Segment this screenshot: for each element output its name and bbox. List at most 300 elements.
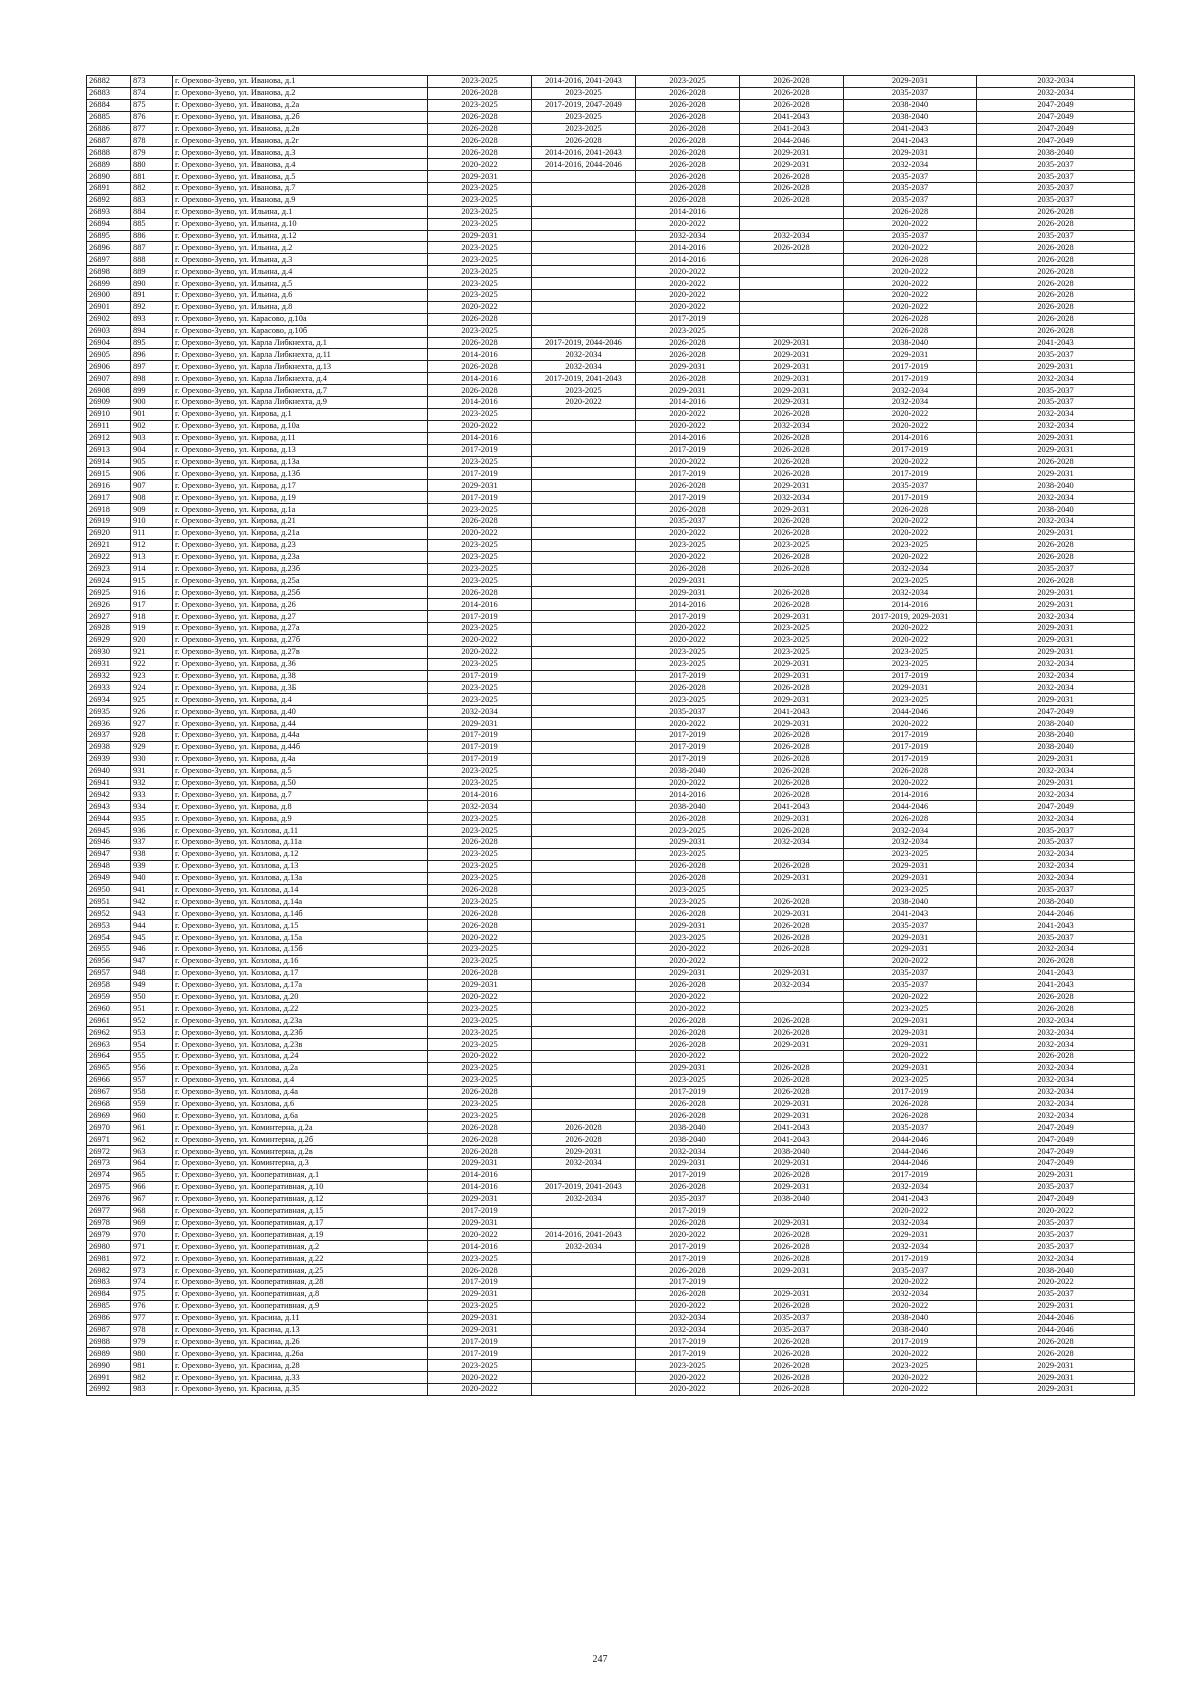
address-cell: г. Орехово-Зуево, ул. Кирова, д.4 — [173, 694, 428, 706]
period-4-cell: 2032-2034 — [740, 979, 844, 991]
period-4-cell: 2026-2028 — [740, 932, 844, 944]
item-number-cell: 972 — [131, 1253, 173, 1265]
period-2-cell — [532, 301, 636, 313]
period-6-cell: 2029-2031 — [977, 587, 1135, 599]
period-2-cell: 2026-2028 — [532, 1122, 636, 1134]
table-row — [87, 979, 1135, 991]
period-5-cell: 2020-2022 — [844, 1372, 977, 1384]
item-number-cell: 927 — [131, 718, 173, 730]
period-6-cell: 2026-2028 — [977, 206, 1135, 218]
period-6-cell: 2035-2037 — [977, 1288, 1135, 1300]
row-number-cell: 26938 — [87, 741, 131, 753]
period-3-cell: 2017-2019 — [636, 1276, 740, 1288]
row-number-cell: 26915 — [87, 468, 131, 480]
period-2-cell — [532, 1086, 636, 1098]
period-3-cell: 2023-2025 — [636, 896, 740, 908]
period-5-cell: 2044-2046 — [844, 1146, 977, 1158]
period-1-cell: 2023-2025 — [428, 682, 532, 694]
period-1-cell: 2020-2022 — [428, 159, 532, 171]
address-cell: г. Орехово-Зуево, ул. Козлова, д.23а — [173, 1015, 428, 1027]
period-2-cell — [532, 1253, 636, 1265]
address-cell: г. Орехово-Зуево, ул. Кирова, д.26 — [173, 599, 428, 611]
period-5-cell: 2038-2040 — [844, 896, 977, 908]
period-5-cell: 2029-2031 — [844, 1027, 977, 1039]
period-6-cell: 2026-2028 — [977, 1348, 1135, 1360]
table-row — [87, 373, 1135, 385]
table-row — [87, 147, 1135, 159]
period-4-cell: 2026-2028 — [740, 1241, 844, 1253]
period-3-cell: 2029-2031 — [636, 967, 740, 979]
row-number-cell: 26918 — [87, 504, 131, 516]
period-2-cell — [532, 551, 636, 563]
period-1-cell: 2023-2025 — [428, 408, 532, 420]
period-1-cell: 2023-2025 — [428, 1110, 532, 1122]
period-3-cell: 2038-2040 — [636, 765, 740, 777]
period-5-cell: 2029-2031 — [844, 147, 977, 159]
period-4-cell: 2026-2028 — [740, 1169, 844, 1181]
row-number-cell: 26924 — [87, 575, 131, 587]
period-5-cell: 2020-2022 — [844, 408, 977, 420]
period-6-cell: 2032-2034 — [977, 1074, 1135, 1086]
period-5-cell: 2029-2031 — [844, 1229, 977, 1241]
table-row — [87, 1027, 1135, 1039]
period-5-cell: 2017-2019 — [844, 492, 977, 504]
period-5-cell: 2044-2046 — [844, 801, 977, 813]
item-number-cell: 983 — [131, 1383, 173, 1395]
item-number-cell: 979 — [131, 1336, 173, 1348]
period-5-cell: 2035-2037 — [844, 480, 977, 492]
row-number-cell: 26907 — [87, 373, 131, 385]
period-5-cell: 2032-2034 — [844, 1241, 977, 1253]
period-1-cell: 2023-2025 — [428, 765, 532, 777]
period-4-cell: 2038-2040 — [740, 1146, 844, 1158]
period-4-cell — [740, 325, 844, 337]
period-2-cell — [532, 1300, 636, 1312]
period-2-cell — [532, 682, 636, 694]
period-5-cell: 2017-2019 — [844, 741, 977, 753]
period-1-cell: 2023-2025 — [428, 1253, 532, 1265]
period-6-cell: 2020-2022 — [977, 1276, 1135, 1288]
item-number-cell: 941 — [131, 884, 173, 896]
period-2-cell — [532, 278, 636, 290]
period-4-cell: 2026-2028 — [740, 99, 844, 111]
address-cell: г. Орехово-Зуево, ул. Кирова, д.17 — [173, 480, 428, 492]
period-2-cell — [532, 646, 636, 658]
period-6-cell: 2026-2028 — [977, 266, 1135, 278]
period-5-cell: 2041-2043 — [844, 135, 977, 147]
row-number-cell: 26921 — [87, 539, 131, 551]
period-4-cell: 2026-2028 — [740, 860, 844, 872]
period-6-cell: 2032-2034 — [977, 1027, 1135, 1039]
row-number-cell: 26920 — [87, 527, 131, 539]
period-3-cell: 2026-2028 — [636, 337, 740, 349]
period-3-cell: 2023-2025 — [636, 848, 740, 860]
period-4-cell: 2029-2031 — [740, 1181, 844, 1193]
period-3-cell: 2026-2028 — [636, 682, 740, 694]
table-row — [87, 1217, 1135, 1229]
period-4-cell: 2035-2037 — [740, 1324, 844, 1336]
period-1-cell: 2026-2028 — [428, 1134, 532, 1146]
period-4-cell: 2023-2025 — [740, 634, 844, 646]
period-1-cell: 2014-2016 — [428, 1169, 532, 1181]
row-number-cell: 26919 — [87, 515, 131, 527]
period-6-cell: 2026-2028 — [977, 1003, 1135, 1015]
row-number-cell: 26908 — [87, 385, 131, 397]
period-3-cell: 2014-2016 — [636, 206, 740, 218]
row-number-cell: 26900 — [87, 290, 131, 302]
period-1-cell: 2023-2025 — [428, 1027, 532, 1039]
period-6-cell: 2032-2034 — [977, 1098, 1135, 1110]
period-5-cell: 2038-2040 — [844, 337, 977, 349]
period-4-cell: 2026-2028 — [740, 1062, 844, 1074]
period-3-cell: 2023-2025 — [636, 884, 740, 896]
table-row — [87, 967, 1135, 979]
period-6-cell: 2047-2049 — [977, 1122, 1135, 1134]
period-6-cell: 2029-2031 — [977, 361, 1135, 373]
row-number-cell: 26966 — [87, 1074, 131, 1086]
address-cell: г. Орехово-Зуево, ул. Карла Либкнехта, д.9 — [173, 397, 428, 409]
period-5-cell: 2023-2025 — [844, 694, 977, 706]
period-2-cell — [532, 1003, 636, 1015]
period-6-cell: 2026-2028 — [977, 551, 1135, 563]
period-1-cell: 2023-2025 — [428, 1062, 532, 1074]
item-number-cell: 877 — [131, 123, 173, 135]
row-number-cell: 26928 — [87, 622, 131, 634]
period-6-cell: 2047-2049 — [977, 1134, 1135, 1146]
period-3-cell: 2026-2028 — [636, 1015, 740, 1027]
period-1-cell: 2023-2025 — [428, 456, 532, 468]
row-number-cell: 26953 — [87, 920, 131, 932]
table-row — [87, 1134, 1135, 1146]
period-4-cell: 2026-2028 — [740, 76, 844, 88]
row-number-cell: 26909 — [87, 397, 131, 409]
address-cell: г. Орехово-Зуево, ул. Кооперативная, д.15 — [173, 1205, 428, 1217]
row-number-cell: 26954 — [87, 932, 131, 944]
period-4-cell — [740, 278, 844, 290]
period-5-cell: 2020-2022 — [844, 1276, 977, 1288]
period-3-cell: 2026-2028 — [636, 1181, 740, 1193]
period-4-cell: 2026-2028 — [740, 944, 844, 956]
table-row — [87, 1253, 1135, 1265]
period-5-cell: 2020-2022 — [844, 634, 977, 646]
period-1-cell: 2017-2019 — [428, 729, 532, 741]
address-cell: г. Орехово-Зуево, ул. Иванова, д.5 — [173, 171, 428, 183]
period-5-cell: 2026-2028 — [844, 504, 977, 516]
period-5-cell: 2032-2034 — [844, 1181, 977, 1193]
table-row — [87, 420, 1135, 432]
period-6-cell: 2026-2028 — [977, 313, 1135, 325]
address-cell: г. Орехово-Зуево, ул. Иванова, д.2а — [173, 99, 428, 111]
period-1-cell: 2029-2031 — [428, 1217, 532, 1229]
period-6-cell: 2029-2031 — [977, 646, 1135, 658]
table-row — [87, 658, 1135, 670]
row-number-cell: 26981 — [87, 1253, 131, 1265]
period-5-cell: 2038-2040 — [844, 1324, 977, 1336]
period-3-cell: 2035-2037 — [636, 1193, 740, 1205]
table-row — [87, 694, 1135, 706]
period-6-cell: 2026-2028 — [977, 301, 1135, 313]
address-cell: г. Орехово-Зуево, ул. Козлова, д.14 — [173, 884, 428, 896]
period-2-cell — [532, 765, 636, 777]
item-number-cell: 882 — [131, 183, 173, 195]
item-number-cell: 893 — [131, 313, 173, 325]
row-number-cell: 26927 — [87, 611, 131, 623]
table-row — [87, 527, 1135, 539]
address-cell: г. Орехово-Зуево, ул. Кирова, д.9 — [173, 813, 428, 825]
period-3-cell: 2026-2028 — [636, 813, 740, 825]
period-1-cell: 2020-2022 — [428, 420, 532, 432]
period-1-cell: 2023-2025 — [428, 504, 532, 516]
address-cell: г. Орехово-Зуево, ул. Козлова, д.16 — [173, 955, 428, 967]
period-6-cell: 2032-2034 — [977, 373, 1135, 385]
address-cell: г. Орехово-Зуево, ул. Кирова, д.44 — [173, 718, 428, 730]
table-row — [87, 920, 1135, 932]
period-2-cell: 2023-2025 — [532, 385, 636, 397]
period-2-cell — [532, 658, 636, 670]
item-number-cell: 901 — [131, 408, 173, 420]
table-row — [87, 385, 1135, 397]
row-number-cell: 26904 — [87, 337, 131, 349]
period-3-cell: 2017-2019 — [636, 1253, 740, 1265]
row-number-cell: 26899 — [87, 278, 131, 290]
period-3-cell: 2026-2028 — [636, 349, 740, 361]
period-2-cell — [532, 254, 636, 266]
table-row — [87, 1265, 1135, 1277]
table-row — [87, 397, 1135, 409]
row-number-cell: 26945 — [87, 825, 131, 837]
row-number-cell: 26929 — [87, 634, 131, 646]
item-number-cell: 943 — [131, 908, 173, 920]
period-4-cell: 2029-2031 — [740, 1098, 844, 1110]
period-3-cell: 2026-2028 — [636, 111, 740, 123]
period-2-cell — [532, 1372, 636, 1384]
item-number-cell: 976 — [131, 1300, 173, 1312]
period-3-cell: 2014-2016 — [636, 432, 740, 444]
address-cell: г. Орехово-Зуево, ул. Кирова, д.3Б — [173, 682, 428, 694]
period-1-cell: 2023-2025 — [428, 944, 532, 956]
period-2-cell — [532, 1205, 636, 1217]
period-5-cell: 2026-2028 — [844, 254, 977, 266]
period-2-cell — [532, 611, 636, 623]
item-number-cell: 887 — [131, 242, 173, 254]
period-2-cell: 2014-2016, 2041-2043 — [532, 76, 636, 88]
period-3-cell: 2014-2016 — [636, 242, 740, 254]
row-number-cell: 26986 — [87, 1312, 131, 1324]
table-row — [87, 515, 1135, 527]
period-5-cell: 2035-2037 — [844, 1122, 977, 1134]
period-5-cell: 2020-2022 — [844, 1205, 977, 1217]
period-3-cell: 2017-2019 — [636, 1086, 740, 1098]
period-6-cell: 2047-2049 — [977, 801, 1135, 813]
period-3-cell: 2017-2019 — [636, 741, 740, 753]
row-number-cell: 26937 — [87, 729, 131, 741]
item-number-cell: 975 — [131, 1288, 173, 1300]
period-6-cell: 2032-2034 — [977, 87, 1135, 99]
period-1-cell: 2017-2019 — [428, 1336, 532, 1348]
period-2-cell — [532, 1276, 636, 1288]
period-2-cell — [532, 789, 636, 801]
row-number-cell: 26957 — [87, 967, 131, 979]
period-2-cell — [532, 1074, 636, 1086]
row-number-cell: 26983 — [87, 1276, 131, 1288]
period-3-cell: 2017-2019 — [636, 468, 740, 480]
period-4-cell: 2041-2043 — [740, 111, 844, 123]
row-number-cell: 26926 — [87, 599, 131, 611]
row-number-cell: 26952 — [87, 908, 131, 920]
period-5-cell: 2020-2022 — [844, 242, 977, 254]
period-2-cell — [532, 741, 636, 753]
period-5-cell: 2020-2022 — [844, 1383, 977, 1395]
period-1-cell: 2023-2025 — [428, 1015, 532, 1027]
period-2-cell — [532, 1110, 636, 1122]
address-cell: г. Орехово-Зуево, ул. Карасово, д.10б — [173, 325, 428, 337]
period-1-cell: 2029-2031 — [428, 1312, 532, 1324]
row-number-cell: 26940 — [87, 765, 131, 777]
address-cell: г. Орехово-Зуево, ул. Козлова, д.17а — [173, 979, 428, 991]
row-number-cell: 26925 — [87, 587, 131, 599]
address-cell: г. Орехово-Зуево, ул. Ильина, д.12 — [173, 230, 428, 242]
period-3-cell: 2020-2022 — [636, 1372, 740, 1384]
table-row — [87, 1348, 1135, 1360]
period-3-cell: 2029-2031 — [636, 837, 740, 849]
row-number-cell: 26963 — [87, 1039, 131, 1051]
table-row — [87, 1241, 1135, 1253]
period-2-cell — [532, 313, 636, 325]
item-number-cell: 875 — [131, 99, 173, 111]
period-5-cell: 2035-2037 — [844, 183, 977, 195]
period-5-cell: 2023-2025 — [844, 646, 977, 658]
period-4-cell: 2029-2031 — [740, 504, 844, 516]
address-cell: г. Орехово-Зуево, ул. Карла Либкнехта, д.7 — [173, 385, 428, 397]
period-5-cell: 2017-2019 — [844, 444, 977, 456]
period-6-cell: 2035-2037 — [977, 385, 1135, 397]
row-number-cell: 26970 — [87, 1122, 131, 1134]
period-3-cell: 2029-2031 — [636, 1062, 740, 1074]
period-6-cell: 2029-2031 — [977, 622, 1135, 634]
row-number-cell: 26916 — [87, 480, 131, 492]
row-number-cell: 26891 — [87, 183, 131, 195]
period-6-cell: 2032-2034 — [977, 944, 1135, 956]
period-3-cell: 2026-2028 — [636, 1039, 740, 1051]
period-3-cell: 2020-2022 — [636, 991, 740, 1003]
table-row — [87, 1062, 1135, 1074]
row-number-cell: 26949 — [87, 872, 131, 884]
period-6-cell: 2032-2034 — [977, 789, 1135, 801]
item-number-cell: 902 — [131, 420, 173, 432]
period-4-cell: 2032-2034 — [740, 837, 844, 849]
period-1-cell: 2017-2019 — [428, 1276, 532, 1288]
period-1-cell: 2017-2019 — [428, 468, 532, 480]
period-4-cell: 2029-2031 — [740, 872, 844, 884]
address-cell: г. Орехово-Зуево, ул. Ильина, д.10 — [173, 218, 428, 230]
period-5-cell: 2032-2034 — [844, 587, 977, 599]
table-row — [87, 1051, 1135, 1063]
period-2-cell: 2017-2019, 2044-2046 — [532, 337, 636, 349]
item-number-cell: 962 — [131, 1134, 173, 1146]
period-6-cell: 2035-2037 — [977, 1241, 1135, 1253]
table-row — [87, 991, 1135, 1003]
period-6-cell: 2035-2037 — [977, 1229, 1135, 1241]
period-2-cell — [532, 444, 636, 456]
period-2-cell — [532, 290, 636, 302]
address-cell: г. Орехово-Зуево, ул. Иванова, д.2 — [173, 87, 428, 99]
period-4-cell: 2026-2028 — [740, 729, 844, 741]
period-5-cell: 2020-2022 — [844, 955, 977, 967]
period-3-cell: 2017-2019 — [636, 753, 740, 765]
address-cell: г. Орехово-Зуево, ул. Кирова, д.7 — [173, 789, 428, 801]
period-5-cell: 2029-2031 — [844, 932, 977, 944]
address-cell: г. Орехово-Зуево, ул. Козлова, д.6 — [173, 1098, 428, 1110]
address-cell: г. Орехово-Зуево, ул. Кирова, д.21 — [173, 515, 428, 527]
item-number-cell: 935 — [131, 813, 173, 825]
period-4-cell: 2026-2028 — [740, 1027, 844, 1039]
row-number-cell: 26941 — [87, 777, 131, 789]
period-2-cell: 2017-2019, 2041-2043 — [532, 373, 636, 385]
period-6-cell: 2026-2028 — [977, 575, 1135, 587]
item-number-cell: 904 — [131, 444, 173, 456]
period-5-cell: 2017-2019 — [844, 1336, 977, 1348]
period-2-cell — [532, 242, 636, 254]
period-3-cell: 2026-2028 — [636, 99, 740, 111]
address-cell: г. Орехово-Зуево, ул. Кооперативная, д.10 — [173, 1181, 428, 1193]
period-1-cell: 2026-2028 — [428, 1086, 532, 1098]
row-number-cell: 26897 — [87, 254, 131, 266]
address-cell: г. Орехово-Зуево, ул. Кирова, д.25б — [173, 587, 428, 599]
period-2-cell — [532, 1324, 636, 1336]
address-cell: г. Орехово-Зуево, ул. Красина, д.26а — [173, 1348, 428, 1360]
period-2-cell — [532, 599, 636, 611]
item-number-cell: 873 — [131, 76, 173, 88]
address-cell: г. Орехово-Зуево, ул. Кооперативная, д.1 — [173, 1169, 428, 1181]
period-4-cell: 2026-2028 — [740, 1253, 844, 1265]
row-number-cell: 26902 — [87, 313, 131, 325]
period-2-cell — [532, 456, 636, 468]
period-1-cell: 2023-2025 — [428, 254, 532, 266]
period-6-cell: 2032-2034 — [977, 813, 1135, 825]
table-row — [87, 1276, 1135, 1288]
period-2-cell: 2014-2016, 2044-2046 — [532, 159, 636, 171]
period-5-cell: 2023-2025 — [844, 1003, 977, 1015]
address-cell: г. Орехово-Зуево, ул. Козлова, д.20 — [173, 991, 428, 1003]
period-3-cell: 2017-2019 — [636, 444, 740, 456]
period-1-cell: 2023-2025 — [428, 1074, 532, 1086]
row-number-cell: 26982 — [87, 1265, 131, 1277]
address-cell: г. Орехово-Зуево, ул. Коминтерна, д.2в — [173, 1146, 428, 1158]
period-3-cell: 2020-2022 — [636, 1229, 740, 1241]
item-number-cell: 884 — [131, 206, 173, 218]
table-row — [87, 944, 1135, 956]
period-4-cell: 2026-2028 — [740, 587, 844, 599]
address-cell: г. Орехово-Зуево, ул. Кирова, д.1 — [173, 408, 428, 420]
period-1-cell: 2023-2025 — [428, 539, 532, 551]
period-2-cell: 2017-2019, 2041-2043 — [532, 1181, 636, 1193]
period-4-cell — [740, 301, 844, 313]
item-number-cell: 896 — [131, 349, 173, 361]
period-2-cell: 2014-2016, 2041-2043 — [532, 147, 636, 159]
period-1-cell: 2029-2031 — [428, 171, 532, 183]
table-row — [87, 848, 1135, 860]
period-3-cell: 2020-2022 — [636, 1300, 740, 1312]
period-6-cell: 2029-2031 — [977, 1360, 1135, 1372]
table-row — [87, 932, 1135, 944]
period-3-cell: 2020-2022 — [636, 456, 740, 468]
period-5-cell: 2041-2043 — [844, 908, 977, 920]
address-cell: г. Орехово-Зуево, ул. Кирова, д.25а — [173, 575, 428, 587]
period-1-cell: 2014-2016 — [428, 349, 532, 361]
item-number-cell: 888 — [131, 254, 173, 266]
table-row — [87, 955, 1135, 967]
period-6-cell: 2032-2034 — [977, 611, 1135, 623]
